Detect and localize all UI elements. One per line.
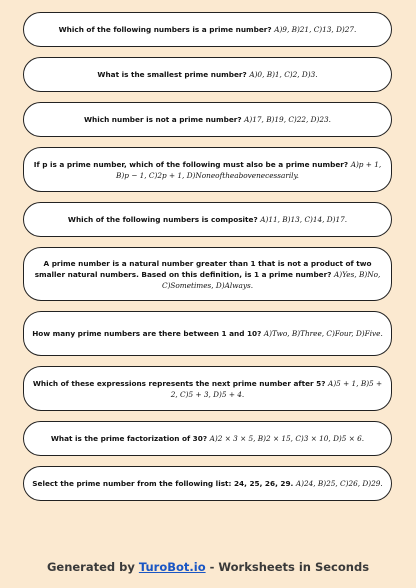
question-card <box>23 147 392 192</box>
answer-options: A)Yes, B)No, C)Sometimes, D)Always. <box>161 269 381 290</box>
answer-options: A)9, B)21, C)13, D)27. <box>274 25 357 34</box>
question-lead: What is the smallest prime number? <box>97 70 250 79</box>
question-text <box>59 24 357 35</box>
answer-options: A)17, B)19, C)22, D)23. <box>244 115 331 124</box>
question-lead: Which of the following numbers is composite? <box>67 215 261 224</box>
answer-options: A)5 + 1, B)5 + 2, C)5 + 3, D)5 + 4. <box>170 378 383 399</box>
question-lead: Select the prime number from the following list: 24, 25, 26, 29. <box>32 479 296 488</box>
question-text <box>97 69 317 80</box>
question-lead: If p is a prime number, which of the following must also be a prime number? <box>33 159 351 169</box>
question-text <box>51 433 364 444</box>
answer-options: A)11, B)13, C)14, D)17. <box>260 215 348 224</box>
question-text <box>68 214 347 225</box>
answer-options: A)Two, B)Three, C)Four, D)Five. <box>263 329 383 338</box>
answer-options: A)p + 1, B)p − 1, C)2p + 1, D)Noneoftheabovenecessarily. <box>116 159 382 180</box>
question-card <box>23 466 392 501</box>
question-lead: What is the prime factorization of 30? <box>50 434 210 443</box>
question-card <box>23 57 392 92</box>
footer-prefix: Generated by <box>46 560 139 574</box>
question-card <box>23 12 392 47</box>
answer-options: A)24, B)25, C)26, D)29. <box>295 479 383 488</box>
question-lead: Which number is not a prime number? <box>84 115 245 124</box>
footer <box>0 560 416 574</box>
answer-options: A)0, B)1, C)2, D)3. <box>249 70 318 79</box>
question-card <box>23 202 392 237</box>
question-text <box>32 258 383 291</box>
question-card <box>23 311 392 356</box>
footer-suffix: - Worksheets in Seconds <box>205 560 370 574</box>
question-lead: Which of the following numbers is a prime number? <box>58 25 275 34</box>
question-card <box>23 247 392 301</box>
question-text <box>32 378 383 400</box>
question-text <box>32 328 383 339</box>
question-lead: A prime number is a natural number greater than 1 that is not a product of two smaller natural numbers. Based on this definition, is 1 a prime number? <box>34 258 372 279</box>
question-card <box>23 102 392 137</box>
answer-options: A)2 × 3 × 5, B)2 × 15, C)3 × 10, D)5 × 6. <box>209 434 365 443</box>
brand-link[interactable]: TuroBot.io <box>138 560 206 574</box>
question-text <box>32 478 382 489</box>
question-list <box>23 12 392 511</box>
question-card <box>23 366 392 411</box>
question-card <box>23 421 392 456</box>
question-text <box>84 114 331 125</box>
question-lead: How many prime numbers are there between 1 and 10? <box>32 329 264 338</box>
question-lead: Which of these expressions represents the next prime number after 5? <box>32 378 329 388</box>
question-text <box>32 159 383 181</box>
